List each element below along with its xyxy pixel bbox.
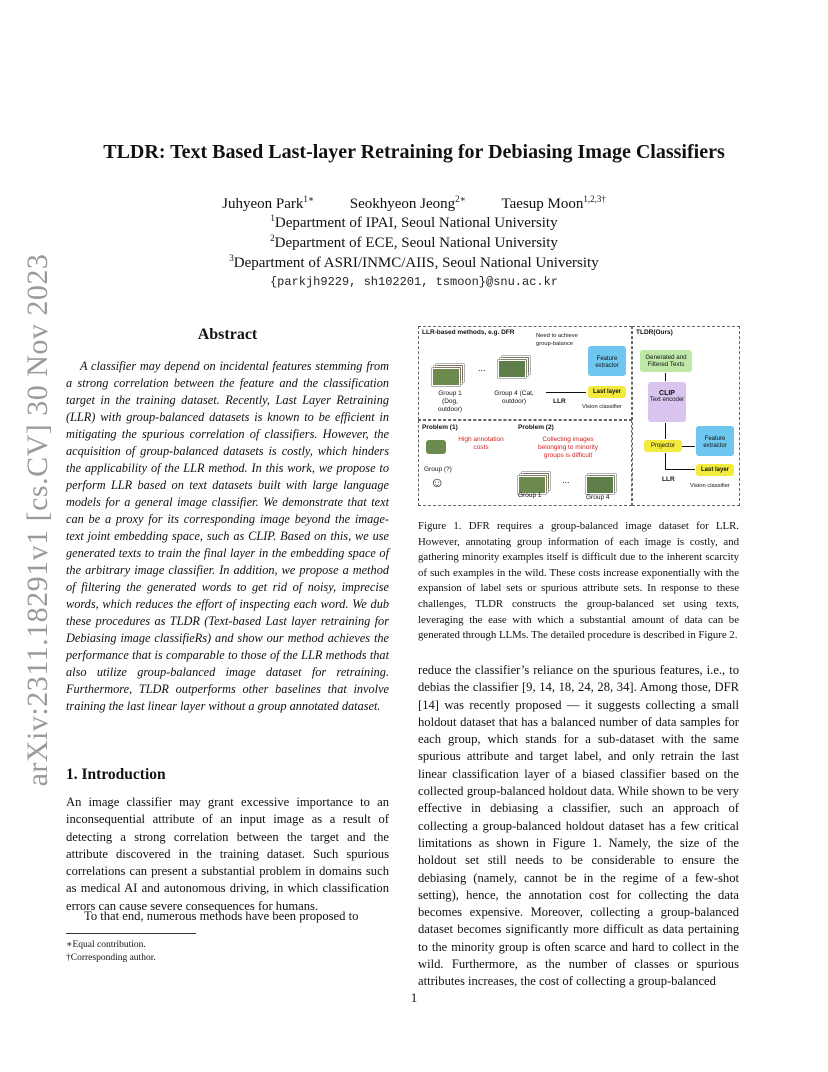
feature-extractor-box-right: Feature extractor [696,426,734,456]
arrow-projector-down [665,453,666,469]
group-unknown-label: Group (?) [424,466,452,473]
collecting-difficult: Collecting images belonging to minority groups is difficult [538,436,598,459]
footnote-equal: ∗Equal contribution. [66,940,146,950]
ellipsis-1: ... [478,363,486,373]
label-group1-short: Group 1 [518,492,542,499]
arrow-texts-to-clip [665,373,666,381]
image-stack-problem-g1 [518,472,548,492]
image-stack-group1 [432,364,462,384]
column-2-paragraph: reduce the classifier’s reliance on the spurious features, i.e., to debias the classifier [9, 14, 18, 24, 28, 34]. Among those, DFR [14] was recently proposed — it suggests collecting a small holdout dataset that has a balanced number of data samples for each group, which stands for a sub-dataset with the same spurious attribute and target label, and only retrain the last linear classification layer of a biased classifier based on the collected group-balanced holdout data. While shown to be very effective in debiasing a classifier, such an approach of collecting a group-balanced holdout dataset has a few critical limitations as shown in Figure 1. Namely, the size of the holdout set still needs to be considerable to ensure the debiasing (namely, cannot be in the regime of a few-shot setting), hence, the annotation cost for collecting the data becomes expensive. Moreover, collecting a group-balanced dataset becomes significantly more difficult as data pertaining to the minority group is often scarce and hard to collect in the wild. Furthermore, as the number of classes or spurious attributes increases, the cost of collecting a group-balanced [418,663,739,989]
affiliation-3: $^3$Department of ASRI/INMC/AIIS, Seoul National University [229,253,599,271]
figure-1 [418,326,739,506]
llr-label-left: LLR [553,398,566,405]
footnote-corresponding: †Corresponding author. [66,953,156,963]
author-emails: {parkjh9229, sh102201, tsmoon}@snu.ac.kr [269,275,559,289]
footnote-rule [66,933,196,934]
feature-extractor-box-left: Feature extractor [588,346,626,376]
figure-1-caption: Figure 1. DFR requires a group-balanced image dataset for LLR. However, annotating group information of each image is costly, and gathering minority examples itself is difficult due to the inherent scarcity of such examples in the wild. These costs increase exponentially with the expansion of label sets or spurious attribute sets. In response to these challenges, TLDR constructs the group-balanced set using texts, leveraging the ease with which a substantial amount of data can be generated through LLMs. The detailed procedure is described in Figure 2. [418,520,739,642]
affiliation-2: $^2$Department of ECE, Seoul National University [270,233,558,251]
page-number: 1 [410,990,418,1005]
image-stack-problem-g4 [586,474,616,494]
vision-classifier-left: Vision classifier [582,404,622,410]
intro-paragraph-1: An image classifier may grant excessive importance to an inconsequential attribute of an input image as a result of detecting a strong correlation between the target and the attribute discovered in the training dataset. Such spurious correlations can present a substantial problem in domains such as medical AI and autonomous driving, in which classification errors can cause severe consequences for humans. [66,795,389,913]
problem-1-title: Problem (1) [422,424,458,431]
arxiv-watermark: arXiv:2311.18291v1 [cs.CV] 30 Nov 2023 [21,253,54,787]
need-balance-note: Need to achieve group-balance [536,333,578,347]
intro-paragraph-2: To that end, numerous methods have been proposed to [84,909,359,923]
label-group4-short: Group 4 [586,494,610,501]
high-annotation-cost: High annotation costs [458,436,504,451]
abstract-heading: Abstract [197,326,258,343]
author-2: Seokhyeon Jeong$^{2∗}$ [349,194,466,212]
generated-texts-box: Generated and Filtered Texts [640,350,692,372]
last-layer-box-right: Last layer [696,464,734,476]
affiliation-1: $^1$Department of IPAI, Seoul National University [270,213,558,231]
llr-panel-title: LLR-based methods, e.g. DFR [422,329,515,336]
arrow-clip-to-projector [665,423,666,439]
tldr-panel-title: TLDR(Ours) [636,329,673,336]
arrow-llr-right [665,469,695,470]
author-3: Taesup Moon$^{1,2,3\dagger}$ [501,194,606,212]
arrow-projector-to-extractor [682,446,695,447]
llr-label-right: LLR [662,476,675,483]
problem-2-title: Problem (2) [518,424,554,431]
author-1: Juhyeon Park$^{1∗}$ [222,194,314,212]
annotator-icon: ☺ [430,474,445,490]
clip-text-encoder-box: CLIP Text encoder [648,382,686,422]
projector-box: Projector [644,440,682,452]
author-list [0,194,828,213]
last-layer-box-left: Last layer [588,386,626,398]
paper-title: TLDR: Text Based Last-layer Retraining for Debiasing Image Classifiers [103,141,725,163]
unlabeled-image [426,440,446,454]
abstract-text: A classifier may depend on incidental features stemming from a strong correlation between the feature and the classification target in the training dataset. Recently, Last Layer Retraining (LLR) with group-balanced datasets is known to be efficient in mitigating the spurious correlation of classifiers. However, the acquisition of group-balanced datasets is costly, which hinders the applicability of the LLR method. In this work, we propose to perform LLR based on text datasets built with large language models for a general image classifier. We demonstrate that text can be a proxy for its corresponding image beyond the image-text joint embedding space, such as CLIP. Based on this, we use generated texts to train the final layer in the embedding space of the arbitrary image classifier. In addition, we propose a method of filtering the generated words to get rid of noisy, imprecise words, which reduces the effort of inspecting each word. We dub these procedures as TLDR (Text-based Last layer retraining for Debiasing image classifieRs) and show our method achieves the performance that is comparable to those of the LLR methods that also utilize group-balanced image dataset for retraining. Furthermore, TLDR outperforms other baselines that involve training the last linear layer without a group annotated dataset. [66,359,389,713]
vision-classifier-right: Vision classifier [690,483,730,489]
label-group1: Group 1 (Dog, outdoor) [437,390,463,413]
arrow-llr-left [546,392,586,393]
ellipsis-2: ... [562,475,570,485]
image-stack-group4 [498,356,528,376]
label-group4: Group 4 (Cat, outdoor) [494,390,534,405]
introduction-heading: 1. Introduction [66,766,166,783]
